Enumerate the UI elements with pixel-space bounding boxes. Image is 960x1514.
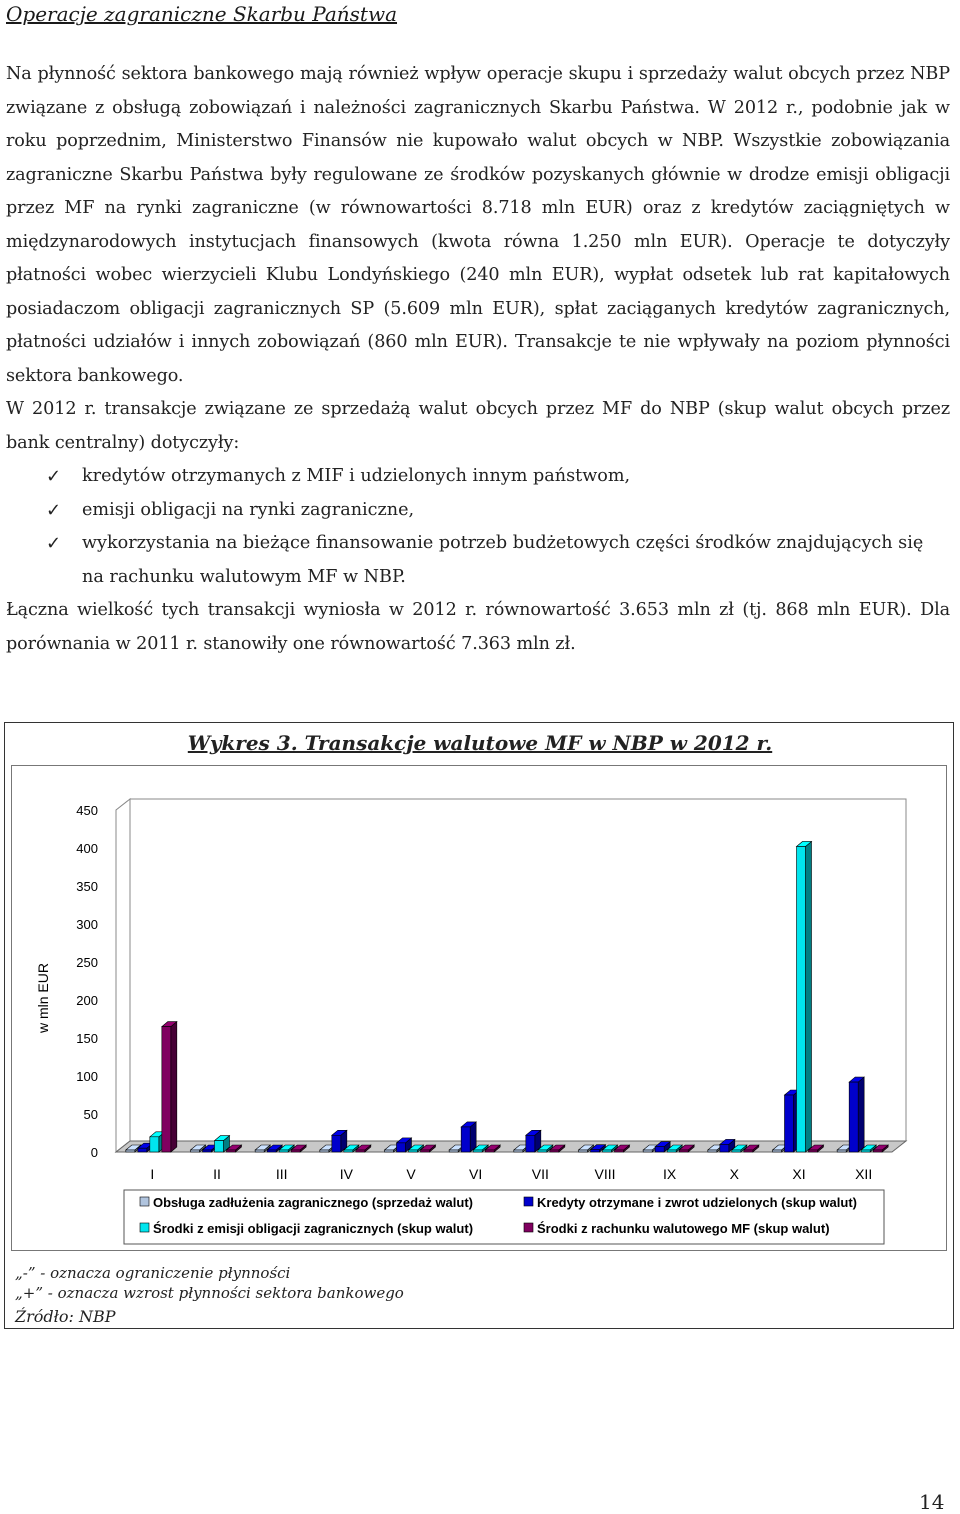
chart-frame	[11, 765, 947, 1251]
x-tick-label: I	[150, 1166, 155, 1182]
bar	[809, 1150, 818, 1152]
bar	[679, 1150, 688, 1152]
bar	[615, 1150, 624, 1152]
bar	[550, 1150, 559, 1152]
note-minus: „-” - oznacza ograniczenie płynności	[15, 1264, 291, 1282]
bar	[421, 1150, 430, 1152]
bar	[655, 1147, 664, 1152]
paragraph-3: Łączna wielkość tych transakcji wyniosła w 2012 r. równowartość 3.653 mln zł (tj. 868 mln EUR). Dla porównania w 2011 r. stanowiły one równowartość 7.363 mln zł.	[6, 600, 950, 654]
bar	[744, 1150, 753, 1152]
paragraph-2: W 2012 r. transakcje związane ze sprzedażą walut obcych przez MF do NBP (skup walut obcych przez bank centralny) dotyczyły:	[6, 399, 950, 453]
x-tick-label: X	[729, 1166, 740, 1182]
bar	[538, 1150, 547, 1152]
bar	[514, 1150, 523, 1152]
bar-side	[171, 1022, 177, 1152]
bar	[579, 1150, 588, 1152]
y-tick-label: 350	[76, 879, 98, 894]
bar	[861, 1150, 870, 1152]
x-tick-label: IV	[339, 1166, 353, 1182]
y-tick-label: 250	[76, 955, 98, 970]
bar	[461, 1127, 470, 1152]
y-tick-label: 200	[76, 993, 98, 1008]
bar	[255, 1150, 264, 1152]
bar	[150, 1137, 159, 1152]
x-tick-label: V	[406, 1166, 416, 1182]
bar	[720, 1144, 729, 1152]
bar	[126, 1150, 135, 1152]
bar	[279, 1150, 288, 1152]
list-item: ✓ wykorzystania na bieżące finansowanie potrzeb budżetowych części środków znajdujących się na rachunku walutowym MF w NBP.	[6, 527, 950, 594]
bar	[849, 1082, 858, 1152]
bar	[773, 1150, 782, 1152]
bar-side	[806, 841, 812, 1152]
bar	[449, 1150, 458, 1152]
bar	[203, 1150, 212, 1152]
bar	[162, 1027, 171, 1152]
bar	[708, 1150, 717, 1152]
bar	[473, 1150, 482, 1152]
check-list	[6, 460, 950, 594]
x-tick-label: XII	[855, 1166, 873, 1182]
bar-chart	[12, 766, 946, 1250]
legend-label: Kredyty otrzymane i zwrot udzielonych (skup walut)	[537, 1195, 857, 1210]
legend-swatch	[140, 1197, 149, 1206]
bar	[397, 1143, 406, 1152]
figure-title: Wykres 3. Transakcje walutowe MF w NBP w 2012 r.	[187, 731, 773, 755]
bar	[227, 1150, 236, 1152]
x-tick-label: VI	[469, 1166, 483, 1182]
bar	[797, 846, 806, 1152]
y-tick-label: 0	[90, 1145, 98, 1160]
bar	[837, 1150, 846, 1152]
x-tick-label: IX	[663, 1166, 677, 1182]
bar	[591, 1150, 600, 1152]
list-item: ✓ emisji obligacji na rynki zagraniczne,	[6, 494, 950, 528]
page-number: 14	[919, 1490, 945, 1514]
bar	[215, 1141, 224, 1152]
y-tick-label: 100	[76, 1069, 98, 1084]
bar	[643, 1150, 652, 1152]
bar	[667, 1150, 676, 1152]
bar	[485, 1150, 494, 1152]
bar	[409, 1150, 418, 1152]
legend-label: Środki z emisji obligacji zagranicznych (skup walut)	[153, 1221, 474, 1236]
legend-swatch	[140, 1223, 149, 1232]
bar	[873, 1150, 882, 1152]
bar	[356, 1150, 365, 1152]
figure-box	[4, 722, 954, 1329]
bar-side	[858, 1077, 864, 1152]
bar	[191, 1150, 200, 1152]
y-tick-label: 150	[76, 1031, 98, 1046]
y-tick-label: 50	[83, 1107, 98, 1122]
bar	[732, 1150, 741, 1152]
y-tick-label: 450	[76, 803, 98, 818]
bar	[785, 1095, 794, 1152]
check-icon: ✓	[46, 533, 62, 554]
legend-label: Obsługa zadłużenia zagranicznego (sprzedaż walut)	[153, 1195, 473, 1210]
bar	[603, 1150, 612, 1152]
bar	[344, 1150, 353, 1152]
x-tick-label: II	[213, 1166, 221, 1182]
x-tick-label: VII	[531, 1166, 549, 1182]
bar	[385, 1150, 394, 1152]
bar	[291, 1150, 300, 1152]
bar	[138, 1148, 147, 1152]
x-tick-label: VIII	[594, 1166, 616, 1182]
bar	[320, 1150, 329, 1152]
back-wall	[130, 799, 906, 1141]
note-plus: „+” - oznacza wzrost płynności sektora bankowego	[15, 1284, 404, 1302]
section-heading: Operacje zagraniczne Skarbu Państwa	[6, 2, 398, 26]
check-icon: ✓	[46, 466, 62, 487]
legend-swatch	[524, 1223, 533, 1232]
y-tick-label: 400	[76, 841, 98, 856]
paragraph-1: Na płynność sektora bankowego mają również wpływ operacje skupu i sprzedaży walut obcych przez NBP związane z obsługą zobowiązań i należności zagranicznych Skarbu Państwa. W 2012 r., podobnie jak w roku poprzednim, Ministerstwo Finansów nie kupowało walut obcych w NBP. Wszystkie zobowiązania zagraniczne Skarbu Państwa były regulowane ze środków pozyskanych głównie w drodze emisji obligacji przez MF na rynki zagraniczne (w równowartości 8.718 mln EUR) oraz z kredytów zaciągniętych w międzynarodowych instytucjach finansowych (kwota równa 1.250 mln EUR). Operacje te dotyczyły płatności wobec wierzycieli Klubu Londyńskiego (240 mln EUR), wypłat odsetek lub rat kapitałowych posiadaczom obligacji zagranicznych SP (5.609 mln EUR), spłat zaciąganych kredytów zagranicznych, płatności udziałów i innych zobowiązań (860 mln EUR). Transakcje te nie wpływały na poziom płynności sektora bankowego.	[6, 64, 950, 386]
y-axis-label: w mln EUR	[35, 962, 51, 1034]
bar	[332, 1135, 341, 1152]
figure-source: Źródło: NBP	[15, 1307, 116, 1326]
legend-label: Środki z rachunku walutowego MF (skup walut)	[537, 1221, 830, 1236]
list-item: ✓ kredytów otrzymanych z MIF i udzielonych innym państwom,	[6, 460, 950, 494]
y-tick-label: 300	[76, 917, 98, 932]
figure-notes	[15, 1263, 404, 1327]
x-tick-label: XI	[792, 1166, 806, 1182]
bar	[526, 1135, 535, 1152]
bar	[267, 1150, 276, 1152]
legend-swatch	[524, 1197, 533, 1206]
check-icon: ✓	[46, 499, 62, 521]
x-tick-label: III	[275, 1166, 288, 1182]
side-wall	[116, 799, 130, 1152]
